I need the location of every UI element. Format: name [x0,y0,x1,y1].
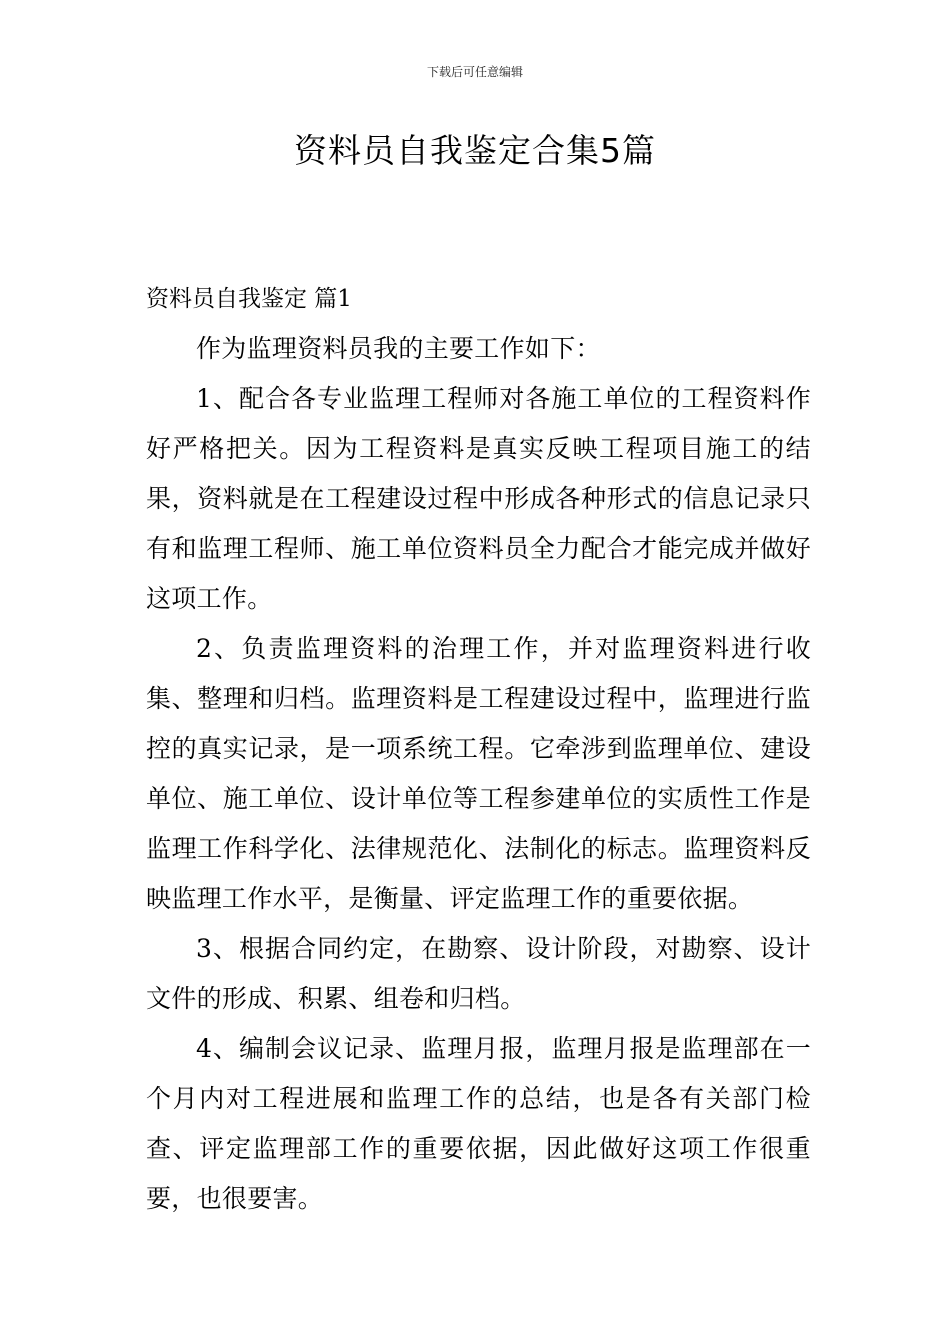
paragraph-item-3: 3、根据合同约定，在勘察、设计阶段，对勘察、设计文件的形成、积累、组卷和归档。 [146,934,811,1013]
document-body [146,324,811,1224]
paragraph-intro: 作为监理资料员我的主要工作如下： [196,334,601,363]
header-note: 下载后可任意编辑 [426,65,523,79]
paragraph-item-2: 2、负责监理资料的治理工作，并对监理资料进行收集、整理和归档。监理资料是工程建设过程中，监理进行监控的真实记录，是一项系统工程。它牵涉到监理单位、建设单位、施工单位、设计单位等工程参建单位的实质性工作是监理工作科学化、法律规范化、法制化的标志。监理资料反映监理工作水平，是衡量、评定监理工作的重要依据。 [146,634,811,913]
paragraph-item-4: 4、编制会议记录、监理月报，监理月报是监理部在一个月内对工程进展和监理工作的总结，也是各有关部门检查、评定监理部工作的重要依据，因此做好这项工作很重要，也很要害。 [146,1034,811,1213]
paragraph-item-1: 1、配合各专业监理工程师对各施工单位的工程资料作好严格把关。因为工程资料是真实反映工程项目施工的结果，资料就是在工程建设过程中形成各种形式的信息记录只有和监理工程师、施工单位资料员全力配合才能完成并做好这项工作。 [146,384,811,613]
section-heading: 资料员自我鉴定 篇1 [146,286,352,312]
document-title: 资料员自我鉴定合集5篇 [294,131,656,170]
